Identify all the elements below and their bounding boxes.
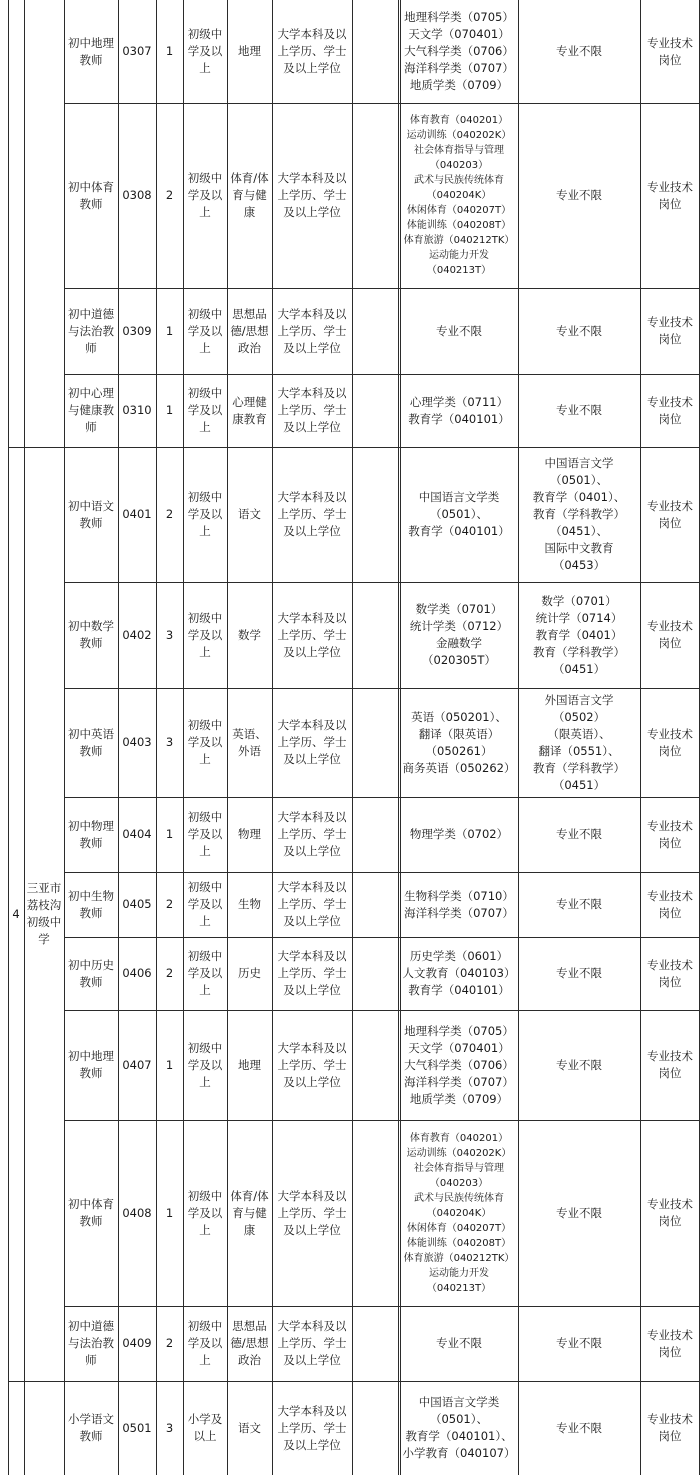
cell-major-grad: 专业不限 bbox=[556, 1336, 602, 1350]
cell-major-grad: 专业不限 bbox=[556, 827, 602, 841]
cell-major-bachelor bbox=[352, 872, 400, 937]
cell-subject: 体育/体 育与健 康 bbox=[230, 1188, 269, 1237]
cell-major-undergrad: 体育教育（040201） 运动训练（040202K） 社会体育指导与管理 （040203） 武术与民族传统体育 （040204K） 休闲体育（040207T） 体能训练（040208T） 体育旅游（040212TK） 运动能力开发 （040213T） bbox=[403, 1132, 515, 1294]
cell-level: 初级中 学及以 上 bbox=[187, 27, 223, 75]
cell-count: 1 bbox=[165, 44, 174, 58]
cell-education: 大学本科及以 上学历、学士 及以上学位 bbox=[277, 949, 347, 997]
cell-major-grad: 专业不限 bbox=[556, 403, 602, 417]
cell-position: 初中心理 与健康教 师 bbox=[68, 386, 114, 434]
cell-education: 大学本科及以 上学历、学士 及以上学位 bbox=[277, 1188, 347, 1237]
cell-level: 初级中 学及以 上 bbox=[187, 1188, 223, 1237]
cell-major-bachelor bbox=[352, 582, 400, 688]
cell-position: 初中生物 教师 bbox=[68, 888, 114, 920]
cell-position: 初中道德 与法治教 师 bbox=[68, 306, 114, 355]
cell-level: 初级中 学及以 上 bbox=[187, 810, 223, 858]
cell-position: 初中历史 教师 bbox=[68, 957, 114, 989]
cell-type: 专业技术 岗位 bbox=[647, 1197, 693, 1228]
cell-position: 初中物理 教师 bbox=[68, 818, 114, 850]
cell-education: 大学本科及以 上学历、学士 及以上学位 bbox=[277, 880, 347, 928]
cell-count: 2 bbox=[165, 507, 174, 521]
cell-count: 1 bbox=[165, 323, 174, 338]
cell-count: 1 bbox=[165, 827, 174, 841]
cell-type: 专业技术 岗位 bbox=[647, 1049, 693, 1080]
cell-major-undergrad: 专业不限 bbox=[436, 323, 482, 338]
cell-count: 1 bbox=[165, 1057, 174, 1072]
cell-subject: 语文 bbox=[238, 1420, 261, 1435]
cell-type: 专业技术 岗位 bbox=[647, 818, 693, 850]
cell-level: 初级中 学及以 上 bbox=[187, 490, 223, 538]
cell-major-undergrad: 数学类（0701） 统计学类（0712） 金融数学 （020305T） bbox=[409, 602, 509, 667]
cell-major-grad: 专业不限 bbox=[556, 323, 602, 338]
cell-code: 0310 bbox=[122, 403, 152, 417]
cell-subject: 体育/体 育与健 康 bbox=[230, 171, 269, 219]
cell-type: 专业技术 岗位 bbox=[647, 315, 693, 346]
cell-major-grad: 专业不限 bbox=[556, 1420, 602, 1435]
cell-education: 大学本科及以 上学历、学士 及以上学位 bbox=[277, 1040, 347, 1089]
cell-major-grad: 专业不限 bbox=[556, 44, 602, 58]
cell-count: 2 bbox=[165, 1336, 174, 1350]
cell-subject: 物理 bbox=[238, 827, 261, 841]
cell-code: 0406 bbox=[122, 966, 152, 980]
cell-count: 3 bbox=[165, 627, 174, 642]
cell-position: 初中英语 教师 bbox=[68, 726, 114, 758]
cell-position: 初中地理 教师 bbox=[68, 1049, 114, 1080]
cell-type: 专业技术 岗位 bbox=[647, 35, 693, 67]
cell-type: 专业技术 岗位 bbox=[647, 1327, 693, 1359]
cell-major-bachelor bbox=[352, 937, 400, 1010]
cell-level: 小学及 以上 bbox=[187, 1412, 223, 1443]
cell-major-grad: 专业不限 bbox=[556, 897, 602, 911]
cell-education: 大学本科及以 上学历、学士 及以上学位 bbox=[277, 171, 347, 219]
cell-count: 3 bbox=[165, 1420, 174, 1435]
cell-major-grad: 专业不限 bbox=[556, 1205, 602, 1220]
cell-position: 小学语文 教师 bbox=[68, 1412, 114, 1443]
cell-level: 初级中 学及以 上 bbox=[187, 306, 223, 355]
cell-type: 专业技术 岗位 bbox=[647, 619, 693, 650]
cell-education: 大学本科及以 上学历、学士 及以上学位 bbox=[277, 1319, 347, 1367]
cell-major-bachelor bbox=[352, 1010, 400, 1120]
cell-position: 初中道德 与法治教 师 bbox=[68, 1319, 114, 1367]
cell-subject: 思想品 德/思想 政治 bbox=[230, 1319, 269, 1367]
cell-major-grad: 专业不限 bbox=[556, 188, 602, 202]
cell-major-undergrad: 地理科学类（0705） 天文学（070401） 大气科学类（0706） 海洋科学类（0707） 地质学类（0709） bbox=[404, 10, 514, 92]
cell-education: 大学本科及以 上学历、学士 及以上学位 bbox=[277, 610, 347, 659]
cell-education: 大学本科及以 上学历、学士 及以上学位 bbox=[277, 1403, 347, 1452]
cell-code: 0409 bbox=[122, 1336, 152, 1350]
cell-major-bachelor bbox=[352, 1306, 400, 1381]
cell-count: 1 bbox=[165, 1205, 174, 1220]
cell-major-undergrad: 体育教育（040201） 运动训练（040202K） 社会体育指导与管理 （040203） 武术与民族传统体育 （040204K） 休闲体育（040207T） 体能训练（040208T） 体育旅游（040212TK） 运动能力开发 （040213T） bbox=[403, 115, 515, 276]
cell-position: 初中地理 教师 bbox=[68, 35, 114, 67]
cell-subject: 心理健 康教育 bbox=[232, 394, 267, 426]
cell-subject: 地理 bbox=[238, 1057, 261, 1072]
cell-major-undergrad: 专业不限 bbox=[436, 1336, 482, 1350]
cell-code: 0405 bbox=[122, 897, 152, 911]
cell-major-undergrad: 物理学类（0702） bbox=[409, 827, 509, 841]
cell-position: 初中语文 教师 bbox=[68, 498, 114, 530]
cell-level: 初级中 学及以 上 bbox=[187, 171, 223, 219]
cell-major-bachelor bbox=[352, 1120, 400, 1306]
cell-type: 专业技术 岗位 bbox=[647, 726, 693, 758]
cell-major-grad: 专业不限 bbox=[556, 966, 602, 980]
cell-position: 初中体育 教师 bbox=[68, 1197, 114, 1228]
cell-major-undergrad: 中国语言文学类 （0501）、 教育学（040101）、 小学教育（040107） bbox=[402, 1395, 516, 1460]
cell-major-undergrad: 英语（050201）、 翻译（限英语） （050261） 商务英语（050262） bbox=[402, 709, 516, 775]
cell-major-undergrad: 心理学类（0711） 教育学（040101） bbox=[408, 394, 510, 426]
cell-code: 0407 bbox=[122, 1057, 152, 1072]
cell-major-grad: 数学（0701） 统计学（0714） 教育学（0401） 教育（学科教学） （0451） bbox=[533, 593, 625, 676]
cell-code: 0308 bbox=[122, 188, 152, 202]
cell-major-grad: 专业不限 bbox=[556, 1057, 602, 1072]
cell-code: 0401 bbox=[122, 507, 152, 521]
cell-major-grad: 外国语言文学（0502） （限英语）、 翻译（0551）、 教育（学科教学） （0451） bbox=[533, 692, 625, 792]
cell-education: 大学本科及以 上学历、学士 及以上学位 bbox=[277, 490, 347, 538]
cell-subject: 生物 bbox=[238, 897, 261, 911]
cell-level: 初级中 学及以 上 bbox=[187, 949, 223, 997]
cell-major-bachelor bbox=[352, 1381, 400, 1475]
cell-major-undergrad: 中国语言文学类 （0501）、 教育学（040101） bbox=[408, 490, 510, 538]
cell-school-name: 三亚市 荔枝沟 初级中 学 bbox=[26, 881, 62, 946]
cell-subject: 数学 bbox=[238, 627, 261, 642]
cell-major-undergrad: 地理科学类（0705） 天文学（070401） 大气科学类（0706） 海洋科学类（0707） 地质学类（0709） bbox=[404, 1023, 514, 1106]
cell-major-bachelor bbox=[352, 288, 400, 374]
cell-education: 大学本科及以 上学历、学士 及以上学位 bbox=[277, 306, 347, 355]
cell-major-bachelor bbox=[352, 688, 400, 797]
cell-subject: 语文 bbox=[238, 507, 261, 521]
cell-type: 专业技术 岗位 bbox=[647, 1412, 693, 1443]
cell-count: 2 bbox=[165, 188, 174, 202]
cell-major-bachelor bbox=[352, 0, 400, 103]
cell-count: 1 bbox=[165, 403, 174, 417]
cell-code: 0307 bbox=[122, 44, 152, 58]
cell-count: 2 bbox=[165, 966, 174, 980]
cell-code: 0402 bbox=[122, 627, 152, 642]
cell-position: 初中数学 教师 bbox=[68, 619, 114, 650]
cell-code: 0404 bbox=[122, 827, 152, 841]
cell-type: 专业技术 岗位 bbox=[647, 957, 693, 989]
cell-major-undergrad: 历史学类（0601） 人文教育（040103） 教育学（040101） bbox=[402, 949, 516, 997]
cell-seq-number: 4 bbox=[12, 906, 20, 921]
cell-type: 专业技术 岗位 bbox=[647, 179, 693, 211]
cell-education: 大学本科及以 上学历、学士 及以上学位 bbox=[277, 718, 347, 766]
cell-code: 0408 bbox=[122, 1205, 152, 1220]
cell-education: 大学本科及以 上学历、学士 及以上学位 bbox=[277, 27, 347, 75]
cell-level: 初级中 学及以 上 bbox=[187, 1319, 223, 1367]
cell-count: 3 bbox=[165, 735, 174, 749]
cell-code: 0403 bbox=[122, 735, 152, 749]
cell-education: 大学本科及以 上学历、学士 及以上学位 bbox=[277, 810, 347, 858]
cell-major-bachelor bbox=[352, 447, 400, 582]
cell-code: 0309 bbox=[122, 323, 152, 338]
cell-count: 2 bbox=[165, 897, 174, 911]
cell-major-bachelor bbox=[352, 797, 400, 872]
cell-level: 初级中 学及以 上 bbox=[187, 880, 223, 928]
cell-code: 0501 bbox=[122, 1420, 152, 1435]
cell-major-bachelor bbox=[352, 103, 400, 288]
cell-subject: 英语、 外语 bbox=[232, 726, 267, 758]
cell-education: 大学本科及以 上学历、学士 及以上学位 bbox=[277, 386, 347, 434]
cell-major-grad: 中国语言文学 （0501）、 教育学（0401）、 教育（学科教学） （0451）、 国际中文教育 （0453） bbox=[532, 456, 626, 572]
cell-major-undergrad: 生物科学类（0710） 海洋科学类（0707） bbox=[404, 888, 514, 920]
cell-level: 初级中 学及以 上 bbox=[187, 1040, 223, 1089]
cell-level: 初级中 学及以 上 bbox=[187, 718, 223, 766]
cell-subject: 思想品 德/思想 政治 bbox=[230, 306, 269, 355]
cell-level: 初级中 学及以 上 bbox=[187, 610, 223, 659]
cell-type: 专业技术 岗位 bbox=[647, 888, 693, 920]
cell-position: 初中体育 教师 bbox=[68, 179, 114, 211]
cell-level: 初级中 学及以 上 bbox=[187, 386, 223, 434]
cell-type: 专业技术 岗位 bbox=[647, 394, 693, 426]
cell-major-bachelor bbox=[352, 374, 400, 447]
cell-subject: 历史 bbox=[238, 966, 261, 980]
cell-type: 专业技术 岗位 bbox=[647, 498, 693, 530]
cell-subject: 地理 bbox=[238, 44, 261, 58]
